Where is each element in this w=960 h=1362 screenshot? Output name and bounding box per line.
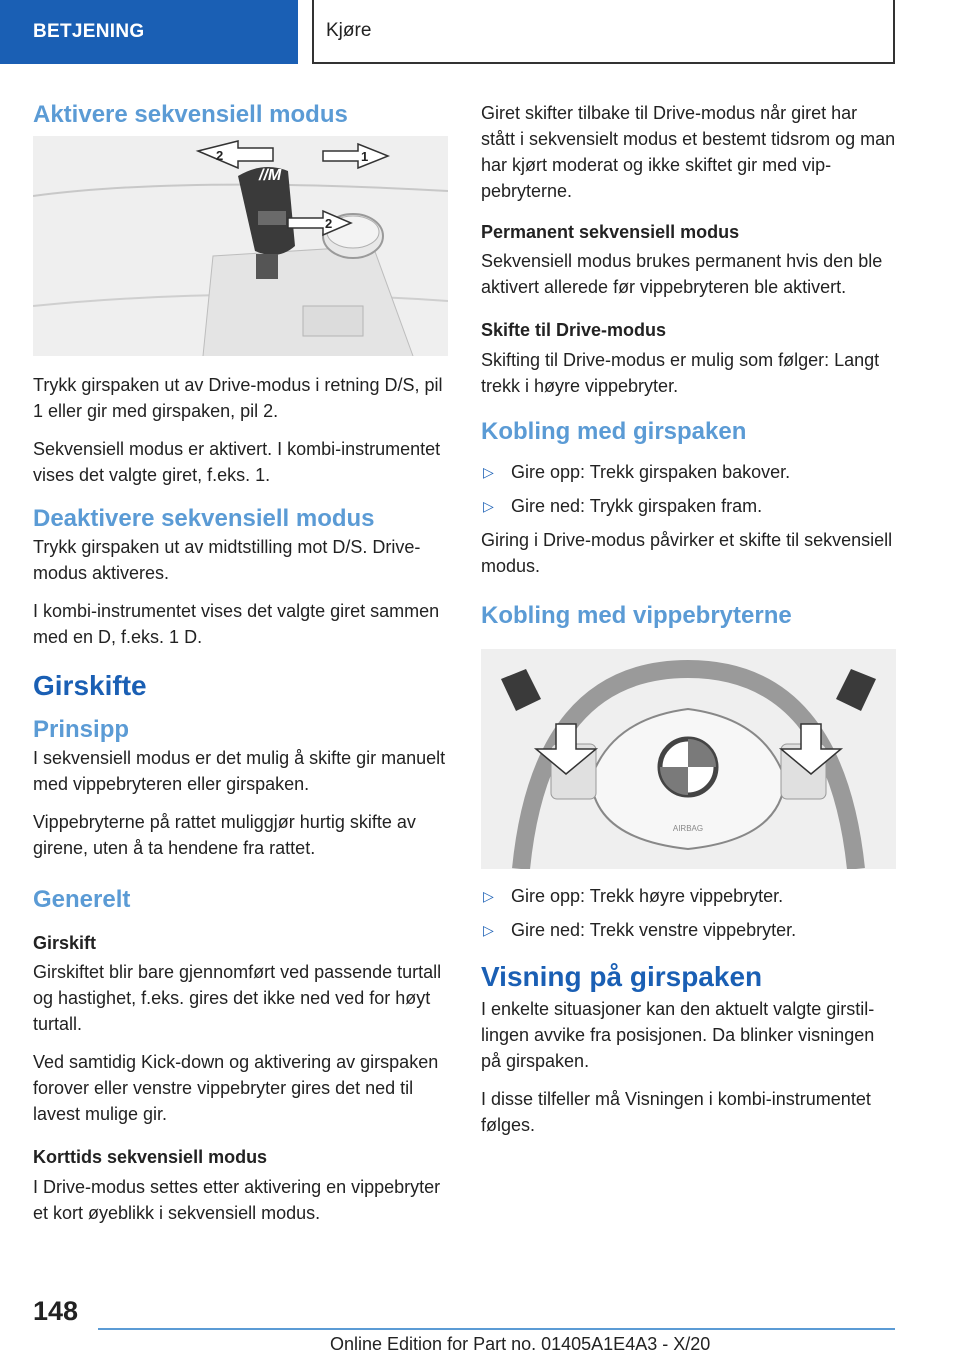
- paragraph: Skifting til Drive-modus er mulig som følger: Langt trekk i høyre vippebryter.: [481, 349, 880, 396]
- triangle-bullet-icon: ▷: [483, 463, 494, 480]
- heading-generelt: Generelt: [33, 886, 131, 913]
- paragraph: I sekvensiell modus er det mulig å skifte gir manuelt med vippebryteren eller girspaken.: [33, 748, 446, 794]
- right-column: [481, 100, 896, 1150]
- footer-edition: Online Edition for Part no. 01405A1E4A3 - X/20: [330, 1334, 711, 1354]
- steering-wheel-drawing: [481, 649, 896, 869]
- triangle-bullet-icon: ▷: [483, 497, 494, 514]
- triangle-bullet-icon: ▷: [483, 887, 494, 904]
- footer-divider: [98, 1328, 895, 1330]
- gear-lever-drawing: [33, 136, 448, 356]
- paragraph: Ved samtidig Kick-down og aktivering av girspaken forover eller venstre vippebryter gires det ned til lavest mulige gir.: [33, 1052, 439, 1125]
- airbag-label: AIRBAG: [672, 823, 704, 833]
- arrow-label-2-bottom: 2: [325, 216, 333, 231]
- paragraph: I disse tilfeller må Visningen i kombi-instrumentet følges.: [481, 1088, 871, 1135]
- heading-visning: Visning på girspaken: [481, 960, 763, 992]
- paragraph: Girskiftet blir bare gjennomført ved passende turtall og hastighet, f.eks. gires det ikke ned ved for høyt turtall.: [33, 962, 442, 1035]
- paragraph: Giret skifter tilbake til Drive-modus når giret har stått i sekvensielt modus et bestemt tidsrom og man har kjørt moderat og ikke skiftet gir med vippebryterne.: [481, 103, 896, 201]
- svg-text://M: //M: [259, 167, 282, 184]
- heading-kobling-vippebryterne: Kobling med vippebryterne: [481, 601, 792, 629]
- paragraph: Trykk girspaken ut av Drive-modus i retning D/S, pil 1 eller gir med girspaken, pil 2.: [33, 375, 443, 421]
- paragraph: I Drive-modus settes etter aktivering en vippebryter et kort øyeblikk i sekvensiell modus.: [33, 1176, 441, 1223]
- left-column: [33, 100, 448, 1238]
- paragraph: I kombi-instrumentet vises det valgte giret sammen med en D, f.eks. 1 D.: [33, 601, 440, 647]
- list-girspaken: [481, 459, 896, 519]
- heading-activate-sequential: Aktivere sekvensiell modus: [33, 101, 348, 128]
- arrow-label-1: 1: [361, 149, 369, 164]
- subheading-korttids: Korttids sekvensiell modus: [33, 1147, 268, 1168]
- triangle-bullet-icon: ▷: [483, 921, 494, 938]
- arrow-label-2-top: 2: [216, 148, 224, 163]
- section-tab: BETJENING: [0, 0, 298, 64]
- list-item: ▷ Gire opp: Trekk girspaken bakover.: [481, 459, 896, 485]
- list-item: ▷ Gire opp: Trekk høyre vippebryter.: [481, 883, 896, 909]
- steering-wheel-illustration: [481, 649, 896, 869]
- subheading-skifte-drive: Skifte til Drive-modus: [481, 320, 667, 341]
- subheading-girskift: Girskift: [33, 933, 97, 953]
- chapter-title: Kjøre: [312, 0, 895, 64]
- gear-lever-illustration: [33, 136, 448, 356]
- heading-deactivate-sequential: Deaktivere sekvensiell modus: [33, 505, 375, 532]
- list-vippebryterne: [481, 883, 896, 943]
- paragraph: I enkelte situasjoner kan den aktuelt valgte girstillingen avvike fra posisjonen. Da blinker visningen på girspaken.: [481, 998, 875, 1071]
- heading-kobling-girspaken: Kobling med girspaken: [481, 417, 747, 445]
- paragraph: Trykk girspaken ut av midtstilling mot D/S. Drive-modus aktiveres.: [33, 537, 421, 583]
- heading-girskifte: Girskifte: [33, 670, 147, 701]
- paragraph: Vippebryterne på rattet muliggjør hurtig skifte av girene, uten å ta hendene fra rattet.: [33, 812, 416, 858]
- subheading-permanent: Permanent sekvensiell modus: [481, 222, 740, 242]
- heading-prinsipp: Prinsipp: [33, 716, 130, 743]
- paragraph: Sekvensiell modus brukes permanent hvis den ble aktivert allerede før vippebryteren ble aktivert.: [481, 251, 883, 298]
- list-item: ▷ Gire ned: Trykk girspaken fram.: [481, 493, 896, 519]
- paragraph: Sekvensiell modus er aktivert. I kombi-instrumentet vises det valgte giret, f.eks. 1.: [33, 439, 441, 485]
- page-number: 148: [33, 1296, 79, 1326]
- paragraph: Giring i Drive-modus påvirker et skifte til sekvensiell modus.: [481, 529, 893, 576]
- list-item: ▷ Gire ned: Trekk venstre vippebryter.: [481, 917, 896, 943]
